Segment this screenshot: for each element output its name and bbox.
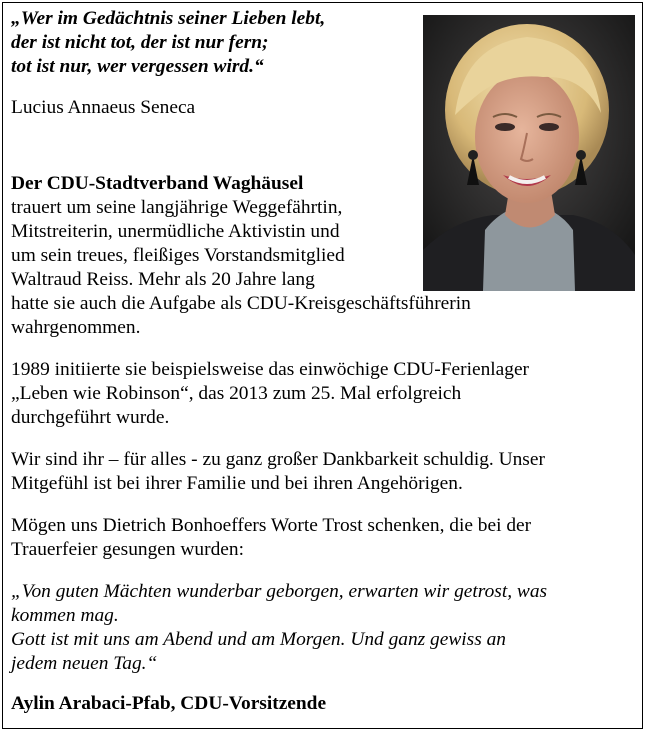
obituary-heading: Der CDU-Stadtverband Waghäusel [11,173,304,194]
portrait-icon [423,15,635,291]
obituary-body-line: trauert um seine langjährige Weggefährtin, [11,197,343,218]
bonhoeffer-quote-line: jedem neuen Tag.“ [11,653,158,674]
paragraph-bonhoeffer-line: Mögen uns Dietrich Bonhoeffers Worte Trost schenken, die bei der [11,515,532,536]
portrait-photo [423,15,635,291]
bonhoeffer-quote-line: Gott ist mit uns am Abend und am Morgen. Und ganz gewiss an [11,629,507,650]
paragraph-gratitude-line: Mitgefühl ist bei ihrer Familie und bei ihren Angehörigen. [11,473,463,494]
paragraph-ferienlager-line: „Leben wie Robinson“, das 2013 zum 25. Mal erfolgreich [11,383,462,404]
obituary-body-line: um sein treues, fleißiges Vorstandsmitglied [11,245,345,266]
obituary-body-line: Waltraud Reiss. Mehr als 20 Jahre lang [11,269,315,290]
seneca-quote-line-2: der ist nicht tot, der ist nur fern; [11,32,269,53]
obituary-body-line: wahrgenommen. [11,317,141,338]
paragraph-ferienlager-line: 1989 initiierte sie beispielsweise das einwöchige CDU-Ferienlager [11,359,530,380]
obituary-body-line: Mitstreiterin, unermüdliche Aktivistin und [11,221,340,242]
seneca-quote-line-1: „Wer im Gedächtnis seiner Lieben lebt, [11,8,326,29]
paragraph-bonhoeffer-line: Trauerfeier gesungen wurden: [11,539,244,560]
obituary-body-line: hatte sie auch die Aufgabe als CDU-Kreisgeschäftsführerin [11,293,471,314]
paragraph-ferienlager-line: durchgeführt wurde. [11,407,170,428]
signature: Aylin Arabaci-Pfab, CDU-Vorsitzende [11,693,327,714]
quote-author: Lucius Annaeus Seneca [11,97,196,118]
paragraph-gratitude-line: Wir sind ihr – für alles - zu ganz großer Dankbarkeit schuldig. Unser [11,449,545,470]
bonhoeffer-quote-line: kommen mag. [11,605,119,626]
seneca-quote-line-3: tot ist nur, wer vergessen wird.“ [11,56,264,77]
bonhoeffer-quote-line: „Von guten Mächten wunderbar geborgen, erwarten wir getrost, was [11,581,548,602]
